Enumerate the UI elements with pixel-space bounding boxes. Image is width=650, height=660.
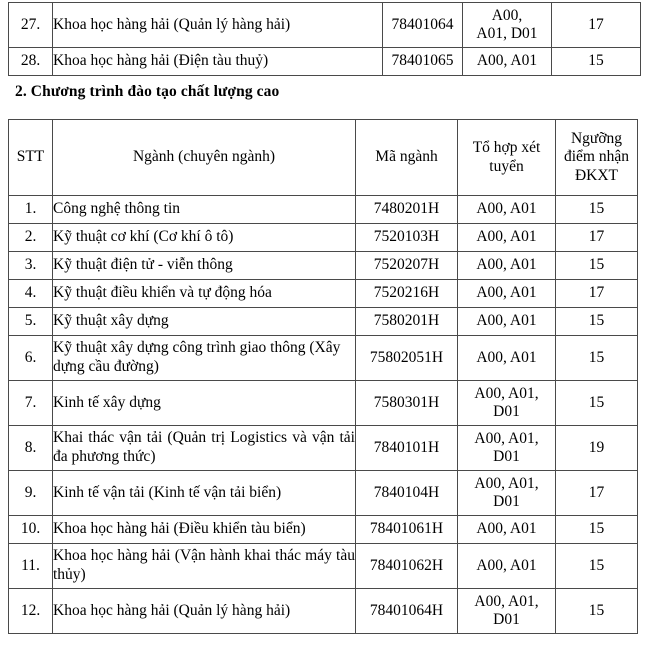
table-row xyxy=(9,336,638,381)
column-header-major-code: Mã ngành xyxy=(356,120,458,196)
threshold-score: 15 xyxy=(552,48,641,76)
table-row xyxy=(9,308,638,336)
major-code: 7520207H xyxy=(356,252,458,280)
row-index: 6. xyxy=(9,336,53,381)
threshold-score: 15 xyxy=(556,544,638,589)
major-code: 75802051H xyxy=(356,336,458,381)
threshold-score: 15 xyxy=(556,196,638,224)
table-row xyxy=(9,196,638,224)
subject-combination xyxy=(458,589,556,634)
major-name: Kỹ thuật điện tử - viễn thông xyxy=(53,252,356,280)
major-name: Khoa học hàng hải (Quản lý hàng hải) xyxy=(53,3,383,48)
combination-line-1: A00, xyxy=(491,6,523,24)
table-main-body xyxy=(9,196,638,634)
major-name: Khai thác vận tải (Quản trị Logistics và vận tải đa phương thức) xyxy=(53,426,356,471)
subject-combination: A00, A01 xyxy=(458,224,556,252)
admission-table-standard-continued xyxy=(8,2,641,76)
subject-combination: A00, A01 xyxy=(458,308,556,336)
threshold-score: 15 xyxy=(556,589,638,634)
threshold-score: 17 xyxy=(556,224,638,252)
major-name: Khoa học hàng hải (Quản lý hàng hải) xyxy=(53,589,356,634)
major-name: Công nghệ thông tin xyxy=(53,196,356,224)
major-code: 78401064 xyxy=(383,3,463,48)
header-combination-line-2: tuyển xyxy=(489,157,524,175)
threshold-score: 17 xyxy=(556,471,638,516)
combination-line-1: A00, A01, xyxy=(474,474,539,492)
major-code: 78401064H xyxy=(356,589,458,634)
section-heading: 2. Chương trình đào tạo chất lượng cao xyxy=(15,83,280,100)
subject-combination xyxy=(458,426,556,471)
major-name: Khoa học hàng hải (Điện tàu thuỷ) xyxy=(53,48,383,76)
subject-combination: A00, A01 xyxy=(458,516,556,544)
table-row xyxy=(9,426,638,471)
combination-line-2: D01 xyxy=(493,611,520,628)
table-row xyxy=(9,544,638,589)
row-index: 11. xyxy=(9,544,53,589)
major-code: 78401062H xyxy=(356,544,458,589)
subject-combination xyxy=(463,3,552,48)
row-index: 28. xyxy=(9,48,53,76)
major-name: Kỹ thuật xây dựng xyxy=(53,308,356,336)
major-name: Kinh tế vận tải (Kinh tế vận tải biển) xyxy=(53,471,356,516)
major-code: 7520103H xyxy=(356,224,458,252)
subject-combination: A00, A01 xyxy=(458,280,556,308)
subject-combination: A00, A01 xyxy=(463,48,552,76)
major-code: 78401061H xyxy=(356,516,458,544)
threshold-score: 17 xyxy=(552,3,641,48)
header-threshold-line-1: Ngưỡng xyxy=(570,129,623,147)
major-name: Kỹ thuật xây dựng công trình giao thông (Xây dựng cầu đường) xyxy=(53,336,356,381)
combination-line-2: D01 xyxy=(493,493,520,510)
row-index: 27. xyxy=(9,3,53,48)
column-header-threshold xyxy=(556,120,638,196)
admission-table-high-quality xyxy=(8,119,638,634)
table-row xyxy=(9,516,638,544)
column-header-major-name: Ngành (chuyên ngành) xyxy=(53,120,356,196)
row-index: 1. xyxy=(9,196,53,224)
header-combination-line-1: Tổ hợp xét xyxy=(472,138,541,156)
row-index: 7. xyxy=(9,381,53,426)
subject-combination xyxy=(458,471,556,516)
table-row xyxy=(9,224,638,252)
table-row xyxy=(9,280,638,308)
column-header-index: STT xyxy=(9,120,53,196)
table-top-body xyxy=(9,3,641,76)
table-main-head xyxy=(9,120,638,196)
combination-line-1: A00, A01, xyxy=(474,429,539,447)
major-code: 7520216H xyxy=(356,280,458,308)
subject-combination: A00, A01 xyxy=(458,336,556,381)
subject-combination: A00, A01 xyxy=(458,196,556,224)
header-threshold-line-2: điểm nhận xyxy=(564,148,629,166)
table-row xyxy=(9,381,638,426)
row-index: 8. xyxy=(9,426,53,471)
combination-line-2: D01 xyxy=(493,448,520,465)
header-threshold-line-3: ĐKXT xyxy=(574,166,619,184)
row-index: 3. xyxy=(9,252,53,280)
threshold-score: 15 xyxy=(556,336,638,381)
major-code: 78401065 xyxy=(383,48,463,76)
threshold-score: 15 xyxy=(556,308,638,336)
row-index: 9. xyxy=(9,471,53,516)
major-code: 7580301H xyxy=(356,381,458,426)
combination-line-1: A00, A01, xyxy=(474,592,539,610)
table-row xyxy=(9,3,641,48)
subject-combination: A00, A01 xyxy=(458,544,556,589)
threshold-score: 15 xyxy=(556,516,638,544)
table-row xyxy=(9,252,638,280)
threshold-score: 15 xyxy=(556,381,638,426)
major-code: 7480201H xyxy=(356,196,458,224)
table-row xyxy=(9,589,638,634)
major-code: 7580201H xyxy=(356,308,458,336)
major-name: Khoa học hàng hải (Vận hành khai thác máy tàu thủy) xyxy=(53,544,356,589)
combination-line-1: A00, A01, xyxy=(474,384,539,402)
row-index: 12. xyxy=(9,589,53,634)
subject-combination xyxy=(458,381,556,426)
major-code: 7840101H xyxy=(356,426,458,471)
threshold-score: 17 xyxy=(556,280,638,308)
major-name: Kỹ thuật cơ khí (Cơ khí ô tô) xyxy=(53,224,356,252)
threshold-score: 15 xyxy=(556,252,638,280)
table-row xyxy=(9,48,641,76)
row-index: 2. xyxy=(9,224,53,252)
subject-combination: A00, A01 xyxy=(458,252,556,280)
table-header-row xyxy=(9,120,638,196)
major-name: Kỹ thuật điều khiển và tự động hóa xyxy=(53,280,356,308)
row-index: 10. xyxy=(9,516,53,544)
major-name: Khoa học hàng hải (Điều khiển tàu biển) xyxy=(53,516,356,544)
combination-line-2: A01, D01 xyxy=(476,25,538,42)
row-index: 5. xyxy=(9,308,53,336)
threshold-score: 19 xyxy=(556,426,638,471)
table-row xyxy=(9,471,638,516)
combination-line-2: D01 xyxy=(493,403,520,420)
major-code: 7840104H xyxy=(356,471,458,516)
row-index: 4. xyxy=(9,280,53,308)
major-name: Kinh tế xây dựng xyxy=(53,381,356,426)
column-header-combination xyxy=(458,120,556,196)
